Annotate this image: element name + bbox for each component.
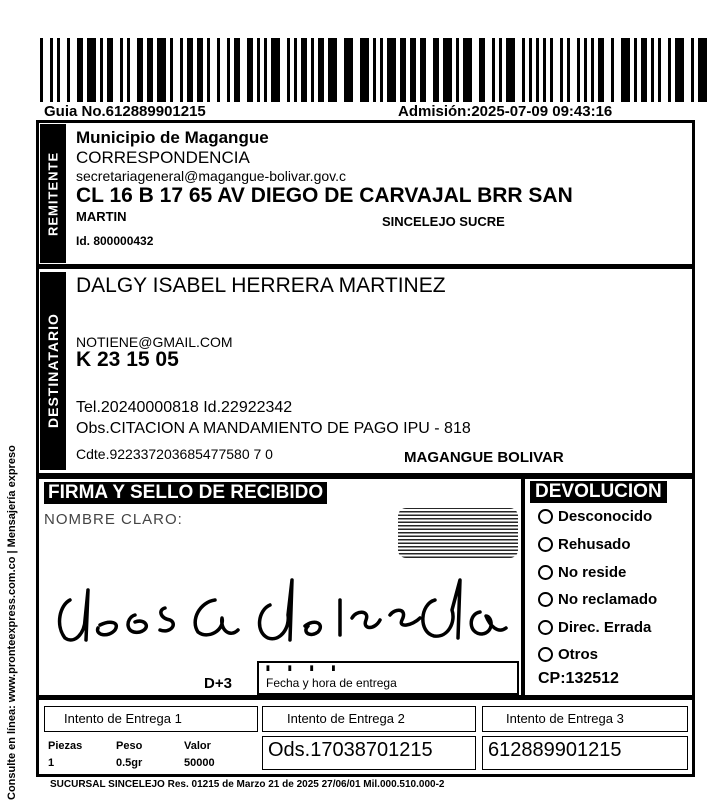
recipient-email: NOTIENE@GMAIL.COM	[76, 334, 233, 350]
barcode-bar	[147, 38, 153, 102]
sender-address-2: MARTIN	[76, 209, 127, 224]
value-label: Valor	[184, 740, 211, 752]
barcode-bar	[634, 38, 637, 102]
barcode-bar	[456, 38, 459, 102]
radio-icon	[538, 565, 553, 580]
barcode-bar	[271, 38, 280, 102]
date-ticks: ▮▮▮▮	[266, 665, 354, 672]
barcode-bar	[360, 38, 369, 102]
recipient-city: MAGANGUE BOLIVAR	[404, 449, 564, 466]
stamp-mark	[398, 508, 518, 558]
barcode-bar	[157, 38, 166, 102]
barcode-bar	[247, 38, 253, 102]
barcode-bar	[658, 38, 661, 102]
barcode-bar	[137, 38, 143, 102]
barcode-bar	[611, 38, 614, 102]
barcode-bar	[543, 38, 546, 102]
barcode-bar	[301, 38, 307, 102]
barcode-bar	[591, 38, 594, 102]
barcode-bar	[328, 38, 337, 102]
return-option-not-reside[interactable]: No reside	[538, 564, 626, 581]
barcode-bar	[311, 38, 314, 102]
value-value: 50000	[184, 757, 215, 769]
barcode-bar	[536, 38, 539, 102]
barcode-bar	[668, 38, 671, 102]
sender-address: CL 16 B 17 65 AV DIEGO DE CARVAJAL BRR SAN	[76, 184, 573, 207]
recipient-name: DALGY ISABEL HERRERA MARTINEZ	[76, 274, 446, 297]
barcode-bar	[187, 38, 193, 102]
barcode-bar	[400, 38, 406, 102]
barcode-bar	[691, 38, 694, 102]
barcode-bar	[373, 38, 376, 102]
barcode-bar	[463, 38, 472, 102]
weight-value: 0.5gr	[116, 757, 143, 769]
barcode-bar	[107, 38, 113, 102]
recipient-phone-id: Tel.20240000818 Id.22922342	[76, 399, 293, 416]
barcode-bar	[410, 38, 416, 102]
barcode-bar	[207, 38, 210, 102]
barcode-bar	[443, 38, 452, 102]
radio-icon	[538, 537, 553, 552]
radio-icon	[538, 509, 553, 524]
sender-city: SINCELEJO SUCRE	[382, 214, 505, 229]
return-option-wrong-address[interactable]: Direc. Errada	[538, 619, 651, 636]
footer-branch: SUCURSAL SINCELEJO Res. 01215 de Marzo 21 de 2025 27/06/01 Mil.000.510.000-2	[50, 779, 445, 790]
barcode-bar	[387, 38, 396, 102]
radio-icon	[538, 647, 553, 662]
attempt-3-label: Intento de Entrega 3	[506, 711, 624, 726]
barcode-bar	[675, 38, 684, 102]
barcode-bar	[433, 38, 439, 102]
barcode-bar	[120, 38, 123, 102]
admission-datetime: Admisión:2025-07-09 09:43:16	[398, 103, 613, 120]
barcode-bar	[217, 38, 220, 102]
recipient-label: DESTINATARIO	[40, 272, 66, 470]
radio-icon	[538, 592, 553, 607]
return-option-others[interactable]: Otros	[538, 646, 598, 663]
barcode	[40, 38, 710, 102]
barcode-bar	[698, 38, 707, 102]
barcode-bar	[584, 38, 587, 102]
sender-department: CORRESPONDENCIA	[76, 148, 250, 167]
barcode-bar	[57, 38, 60, 102]
barcode-bar	[40, 38, 43, 102]
delivery-code: D+3	[204, 675, 232, 692]
barcode-bar	[529, 38, 532, 102]
barcode-bar	[420, 38, 426, 102]
barcode-bar	[127, 38, 130, 102]
ods-number: Ods.17038701215	[268, 739, 433, 761]
side-website-text: Consulte en línea: www.pronteexpress.com.co | Mensajería expreso	[6, 445, 18, 800]
sender-name: Municipio de Magangue	[76, 128, 269, 147]
barcode-bar	[264, 38, 267, 102]
sender-email: secretariageneral@magangue-bolivar.gov.c	[76, 168, 346, 184]
radio-icon	[538, 620, 553, 635]
barcode-bar	[318, 38, 324, 102]
guide-number: Guia No.612889901215	[44, 103, 206, 120]
barcode-bar	[287, 38, 290, 102]
pieces-label: Piezas	[48, 740, 83, 752]
receipt-name-label: NOMBRE CLARO:	[44, 511, 183, 528]
attempt-1-label: Intento de Entrega 1	[64, 711, 182, 726]
barcode-bar	[227, 38, 230, 102]
barcode-bar	[492, 38, 495, 102]
barcode-bar	[197, 38, 203, 102]
barcode-bar	[170, 38, 173, 102]
sender-label: REMITENTE	[40, 124, 66, 263]
barcode-bar	[522, 38, 525, 102]
return-option-unclaimed[interactable]: No reclamado	[538, 591, 657, 608]
barcode-bar	[577, 38, 580, 102]
pieces-value: 1	[48, 757, 55, 769]
barcode-bar	[641, 38, 647, 102]
barcode-bar	[100, 38, 103, 102]
signature	[40, 560, 520, 660]
barcode-bar	[598, 38, 604, 102]
returns-title: DEVOLUCION	[530, 481, 667, 503]
barcode-bar	[344, 38, 353, 102]
barcode-bar	[499, 38, 502, 102]
tracking-number: 612889901215	[488, 739, 622, 761]
return-option-refused[interactable]: Rehusado	[538, 536, 631, 553]
barcode-bar	[651, 38, 654, 102]
barcode-bar	[87, 38, 96, 102]
attempt-2-label: Intento de Entrega 2	[287, 711, 405, 726]
recipient-reference: Cdte.922337203685477580 7 0	[76, 446, 273, 462]
barcode-bar	[506, 38, 515, 102]
barcode-bar	[257, 38, 260, 102]
barcode-bar	[567, 38, 570, 102]
barcode-bar	[234, 38, 240, 102]
barcode-bar	[560, 38, 563, 102]
barcode-bar	[550, 38, 553, 102]
date-label: Fecha y hora de entrega	[266, 676, 397, 690]
receipt-title: FIRMA Y SELLO DE RECIBIDO	[44, 482, 327, 504]
postal-code: CP:132512	[538, 670, 619, 687]
weight-label: Peso	[116, 740, 143, 752]
barcode-bar	[180, 38, 183, 102]
recipient-address: K 23 15 05	[76, 348, 179, 371]
barcode-bar	[67, 38, 70, 102]
barcode-bar	[380, 38, 383, 102]
sender-id: Id. 800000432	[76, 234, 154, 248]
barcode-bar	[50, 38, 53, 102]
return-option-unknown[interactable]: Desconocido	[538, 508, 652, 525]
barcode-bar	[621, 38, 630, 102]
barcode-bar	[77, 38, 83, 102]
barcode-bar	[294, 38, 297, 102]
recipient-observations: Obs.CITACION A MANDAMIENTO DE PAGO IPU - 818	[76, 420, 471, 437]
barcode-bar	[479, 38, 485, 102]
